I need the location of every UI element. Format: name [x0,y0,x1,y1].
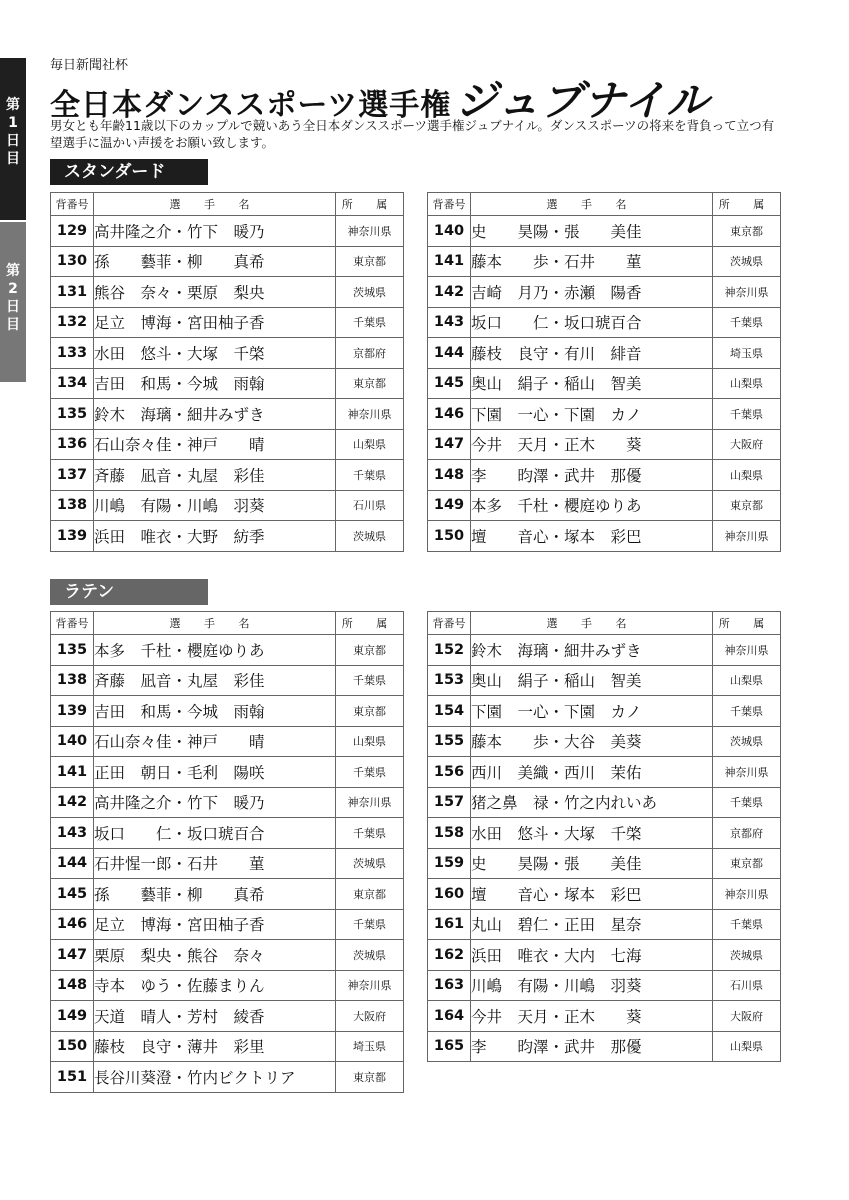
affiliation: 千葉県 [713,909,781,940]
affiliation: 大阪府 [713,1001,781,1032]
entry-number: 145 [428,368,471,399]
table-row [428,307,781,338]
affiliation: 茨城県 [336,521,404,552]
header-name: 選 手 名 [94,612,336,635]
title-emphasis: ジュブナイル [455,76,710,125]
competitor-names: 鈴木 海璃・細井みずき [471,635,713,666]
entry-number: 137 [51,460,94,491]
header-affiliation: 所 属 [336,612,404,635]
table-row [51,940,404,971]
competitor-names: 石井惺一郎・石井 菫 [94,848,336,879]
header-affiliation: 所 属 [713,193,781,216]
day1-char: 1 [8,115,18,131]
entry-number: 142 [428,277,471,308]
competitor-names: 斉藤 凪音・丸屋 彩佳 [94,665,336,696]
competitor-names: 川嶋 有陽・川嶋 羽葵 [94,490,336,521]
affiliation: 山梨県 [713,368,781,399]
affiliation: 千葉県 [336,307,404,338]
affiliation: 千葉県 [713,787,781,818]
competitor-names: 正田 朝日・毛利 陽咲 [94,757,336,788]
affiliation: 神奈川県 [713,635,781,666]
affiliation: 茨城県 [713,940,781,971]
entry-number: 156 [428,757,471,788]
entry-number: 146 [428,399,471,430]
table-row [428,1031,781,1062]
affiliation: 京都府 [336,338,404,369]
header-number: 背番号 [51,193,94,216]
table-row [428,338,781,369]
table-row [428,216,781,247]
entry-number: 132 [51,307,94,338]
entry-number: 135 [51,399,94,430]
entry-number: 145 [51,879,94,910]
entry-number: 162 [428,940,471,971]
day2-char: 日 [6,299,20,315]
affiliation: 東京都 [713,216,781,247]
table-row [51,1001,404,1032]
competitor-names: 鈴木 海璃・細井みずき [94,399,336,430]
competitor-names: 丸山 碧仁・正田 星奈 [471,909,713,940]
competitor-names: 史 昊陽・張 美佳 [471,848,713,879]
competitor-names: 奥山 絹子・稲山 智美 [471,368,713,399]
competitor-names: 李 昀澤・武井 那優 [471,460,713,491]
table-row [51,460,404,491]
header-number: 背番号 [428,193,471,216]
competitor-names: 栗原 梨央・熊谷 奈々 [94,940,336,971]
affiliation: 茨城県 [336,277,404,308]
affiliation: 茨城県 [713,726,781,757]
affiliation: 東京都 [336,368,404,399]
entry-number: 153 [428,665,471,696]
competitor-names: 下園 一心・下園 カノ [471,399,713,430]
table-row [428,521,781,552]
entry-number: 140 [51,726,94,757]
affiliation: 山梨県 [713,665,781,696]
affiliation: 神奈川県 [336,970,404,1001]
affiliation: 埼玉県 [713,338,781,369]
table-row [428,787,781,818]
competitor-names: 藤本 歩・石井 菫 [471,246,713,277]
table-row [51,696,404,727]
competitor-names: 坂口 仁・坂口琥百合 [471,307,713,338]
table-row [428,848,781,879]
affiliation: 神奈川県 [336,787,404,818]
competitor-names: 奥山 絹子・稲山 智美 [471,665,713,696]
standard-section-label: スタンダード [50,159,208,185]
entry-number: 147 [51,940,94,971]
competitor-names: 石山奈々佳・神戸 晴 [94,726,336,757]
entry-number: 150 [51,1031,94,1062]
affiliation: 埼玉県 [336,1031,404,1062]
entry-number: 154 [428,696,471,727]
affiliation: 千葉県 [713,696,781,727]
entry-number: 139 [51,696,94,727]
table-row [428,460,781,491]
competitor-names: 高井隆之介・竹下 暖乃 [94,787,336,818]
table-row [428,1001,781,1032]
entry-number: 151 [51,1062,94,1093]
competitor-names: 藤枝 良守・有川 緋音 [471,338,713,369]
affiliation: 山梨県 [336,429,404,460]
affiliation: 東京都 [336,246,404,277]
header-number: 背番号 [51,612,94,635]
entry-number: 129 [51,216,94,247]
affiliation: 神奈川県 [336,399,404,430]
competitor-names: 今井 天月・正木 葵 [471,429,713,460]
entry-number: 144 [428,338,471,369]
entry-number: 157 [428,787,471,818]
competitor-names: 壇 音心・塚本 彩巴 [471,879,713,910]
entry-number: 149 [428,490,471,521]
entry-number: 136 [51,429,94,460]
table-row [428,665,781,696]
entry-number: 141 [428,246,471,277]
entry-number: 158 [428,818,471,849]
affiliation: 茨城県 [713,246,781,277]
affiliation: 千葉県 [336,909,404,940]
competitor-names: 孫 藝菲・柳 真希 [94,246,336,277]
competitor-names: 藤枝 良守・薄井 彩里 [94,1031,336,1062]
affiliation: 東京都 [336,879,404,910]
affiliation: 大阪府 [336,1001,404,1032]
title-text: 全日本ダンススポーツ選手権 [50,88,452,123]
affiliation: 千葉県 [336,818,404,849]
entry-number: 141 [51,757,94,788]
competitor-names: 孫 藝菲・柳 真希 [94,879,336,910]
latin-section-label: ラテン [50,579,208,605]
table-row [51,970,404,1001]
affiliation: 山梨県 [336,726,404,757]
affiliation: 茨城県 [336,940,404,971]
table-row [51,818,404,849]
entry-number: 138 [51,665,94,696]
standard-table-left [50,192,404,552]
competitor-names: 浜田 唯衣・大野 紡季 [94,521,336,552]
entry-number: 159 [428,848,471,879]
latin-table-right [427,611,781,1062]
table-row [428,940,781,971]
competitor-names: 寺本 ゆう・佐藤まりん [94,970,336,1001]
affiliation: 山梨県 [713,1031,781,1062]
competitor-names: 壇 音心・塚本 彩巴 [471,521,713,552]
header-affiliation: 所 属 [336,193,404,216]
table-row [51,1031,404,1062]
competitor-names: 高井隆之介・竹下 暖乃 [94,216,336,247]
affiliation: 石川県 [713,970,781,1001]
table-row [428,696,781,727]
table-row [51,909,404,940]
competitor-names: 足立 博海・宮田柚子香 [94,909,336,940]
header-affiliation: 所 属 [713,612,781,635]
competitor-names: 天道 晴人・芳村 綾香 [94,1001,336,1032]
table-row [428,818,781,849]
competitor-names: 下園 一心・下園 カノ [471,696,713,727]
publisher: 毎日新聞社杯 [50,58,129,73]
affiliation: 茨城県 [336,848,404,879]
affiliation: 東京都 [713,848,781,879]
affiliation: 東京都 [336,635,404,666]
entry-number: 139 [51,521,94,552]
entry-number: 155 [428,726,471,757]
day2-char: 目 [6,317,20,333]
entry-number: 148 [428,460,471,491]
table-row [51,338,404,369]
affiliation: 千葉県 [336,757,404,788]
competitor-names: 斉藤 凪音・丸屋 彩佳 [94,460,336,491]
competitor-names: 水田 悠斗・大塚 千棨 [471,818,713,849]
affiliation: 千葉県 [336,460,404,491]
entry-number: 131 [51,277,94,308]
latin-table-left [50,611,404,1093]
affiliation: 神奈川県 [713,521,781,552]
day1-char: 第 [6,97,20,113]
affiliation: 千葉県 [713,307,781,338]
table-row [428,277,781,308]
table-row [51,757,404,788]
day2-tab [0,222,26,382]
affiliation: 東京都 [336,696,404,727]
table-row [51,216,404,247]
entry-number: 140 [428,216,471,247]
affiliation: 石川県 [336,490,404,521]
competitor-names: 坂口 仁・坂口琥百合 [94,818,336,849]
competitor-names: 史 昊陽・張 美佳 [471,216,713,247]
day2-char: 第 [6,263,20,279]
table-row [51,429,404,460]
table-row [428,429,781,460]
competitor-names: 吉田 和馬・今城 雨翰 [94,696,336,727]
table-row [51,665,404,696]
entry-number: 135 [51,635,94,666]
table-row [428,970,781,1001]
table-row [51,726,404,757]
table-row [428,399,781,430]
affiliation: 山梨県 [713,460,781,491]
affiliation: 神奈川県 [713,757,781,788]
entry-number: 164 [428,1001,471,1032]
competitor-names: 西川 美織・西川 茉佑 [471,757,713,788]
competitor-names: 吉田 和馬・今城 雨翰 [94,368,336,399]
table-row [428,246,781,277]
day1-char: 目 [6,151,20,167]
entry-number: 142 [51,787,94,818]
affiliation: 千葉県 [336,665,404,696]
entry-number: 133 [51,338,94,369]
competitor-names: 長谷川葵澄・竹内ビクトリア [94,1062,336,1093]
entry-number: 144 [51,848,94,879]
competitor-names: 吉崎 月乃・赤瀬 陽香 [471,277,713,308]
standard-table-right [427,192,781,552]
table-row [51,399,404,430]
table-row [428,909,781,940]
competitor-names: 本多 千杜・櫻庭ゆりあ [471,490,713,521]
entry-number: 165 [428,1031,471,1062]
header-number: 背番号 [428,612,471,635]
entry-number: 161 [428,909,471,940]
table-row [428,368,781,399]
table-row [51,879,404,910]
header-name: 選 手 名 [471,612,713,635]
day1-char: 日 [6,133,20,149]
entry-number: 160 [428,879,471,910]
entry-number: 138 [51,490,94,521]
affiliation: 東京都 [713,490,781,521]
table-row [428,490,781,521]
competitor-names: 今井 天月・正木 葵 [471,1001,713,1032]
competitor-names: 水田 悠斗・大塚 千棨 [94,338,336,369]
entry-number: 163 [428,970,471,1001]
entry-number: 130 [51,246,94,277]
entry-number: 149 [51,1001,94,1032]
table-row [51,490,404,521]
entry-number: 147 [428,429,471,460]
affiliation: 神奈川県 [713,879,781,910]
competitor-names: 本多 千杜・櫻庭ゆりあ [94,635,336,666]
affiliation: 神奈川県 [336,216,404,247]
header-name: 選 手 名 [94,193,336,216]
competitor-names: 藤本 歩・大谷 美葵 [471,726,713,757]
intro-text: 男女とも年齢11歳以下のカップルで競いあう全日本ダンススポーツ選手権ジュブナイル。ダンススポーツの将来を背負って立つ有望選手に温かい声援をお願い致します。 [50,118,775,150]
affiliation: 京都府 [713,818,781,849]
header-name: 選 手 名 [471,193,713,216]
entry-number: 152 [428,635,471,666]
affiliation: 大阪府 [713,429,781,460]
table-row [51,848,404,879]
table-row [51,1062,404,1093]
entry-number: 134 [51,368,94,399]
table-row [428,757,781,788]
entry-number: 143 [51,818,94,849]
competitor-names: 李 昀澤・武井 那優 [471,1031,713,1062]
day1-tab [0,58,26,220]
competitor-names: 熊谷 奈々・栗原 梨央 [94,277,336,308]
table-row [428,879,781,910]
entry-number: 146 [51,909,94,940]
affiliation: 千葉県 [713,399,781,430]
competitor-names: 足立 博海・宮田柚子香 [94,307,336,338]
table-row [51,277,404,308]
entry-number: 148 [51,970,94,1001]
competitor-names: 浜田 唯衣・大内 七海 [471,940,713,971]
table-row [51,307,404,338]
competitor-names: 川嶋 有陽・川嶋 羽葵 [471,970,713,1001]
competitor-names: 石山奈々佳・神戸 晴 [94,429,336,460]
table-row [428,726,781,757]
table-row [51,521,404,552]
day2-char: 2 [8,281,18,297]
table-row [51,246,404,277]
table-row [51,368,404,399]
entry-number: 143 [428,307,471,338]
table-row [428,635,781,666]
affiliation: 神奈川県 [713,277,781,308]
competitor-names: 猪之鼻 禄・竹之内れいあ [471,787,713,818]
table-row [51,787,404,818]
table-row [51,635,404,666]
entry-number: 150 [428,521,471,552]
affiliation: 東京都 [336,1062,404,1093]
